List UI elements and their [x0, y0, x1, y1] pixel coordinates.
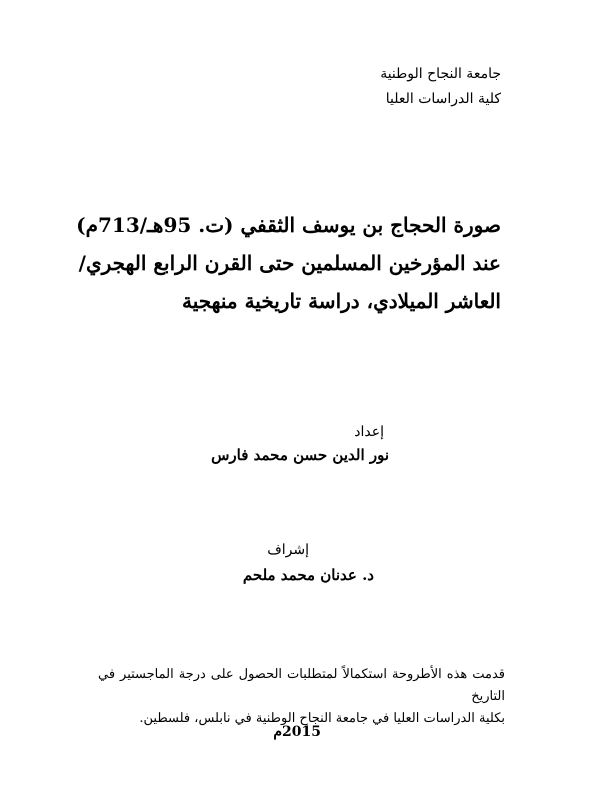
author-name: نور الدين حسن محمد فارس	[211, 446, 389, 464]
submission-statement	[98, 664, 505, 730]
thesis-title-line-3: العاشر الميلادي، دراسة تاريخية منهجية	[181, 289, 501, 313]
submission-line-2: بكلية الدراسات العليا في جامعة النجاح الوطنية في نابلس، فلسطين.	[139, 711, 505, 726]
university-name: جامعة النجاح الوطنية	[380, 66, 501, 82]
supervision-label: إشراف	[267, 542, 309, 558]
thesis-title-line-1: صورة الحجاج بن يوسف الثقفي (ت. 95هـ/713م)	[76, 213, 501, 237]
institution-block	[380, 62, 501, 112]
submission-year: 2015م	[273, 724, 321, 740]
preparation-label: إعداد	[354, 424, 384, 440]
thesis-title	[76, 206, 501, 320]
submission-line-1: قدمت هذه الأطروحة استكمالاً لمتطلبات الحصول على درجة الماجستير في التاريخ	[98, 667, 505, 704]
thesis-title-line-2: عند المؤرخين المسلمين حتى القرن الرابع الهجري/	[78, 251, 501, 275]
faculty-name: كلية الدراسات العليا	[385, 91, 501, 107]
supervisor-name: د. عدنان محمد ملحم	[242, 566, 374, 584]
